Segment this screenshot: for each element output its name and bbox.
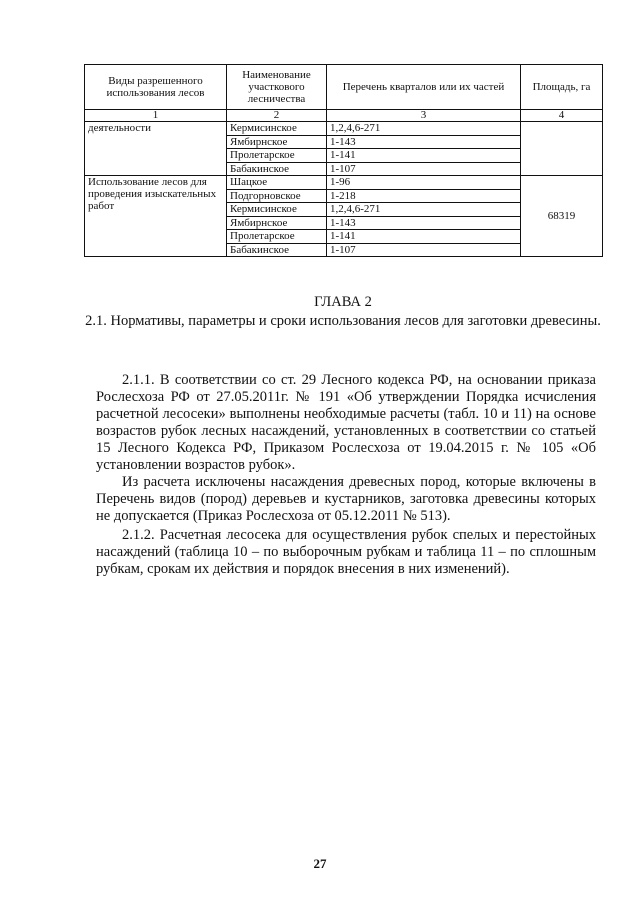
forestry-cell: Подгорновское [227,189,327,203]
forestry-cell: Шацкое [227,176,327,190]
table-row [85,122,603,136]
paragraph-exclusions: Из расчета исключены насаждения древесных пород, которые включены в Перечень видов (пород) деревьев и кустарников, заготовка древесины которых не допускается (Приказ Рослесхоза от 05.12.2011 № 513). [96,474,596,524]
quarters-cell: 1-143 [327,135,521,149]
quarters-cell: 1-107 [327,243,521,257]
paragraph-2-1-2: 2.1.2. Расчетная лесосека для осуществления рубок спелых и перестойных насаждений (таблица 10 – по выборочным рубкам и таблица 11 – по сплошным рубкам, срокам их действия и порядок внесения в них изменений). [96,527,596,577]
quarters-cell: 1-143 [327,216,521,230]
header-area: Площадь, га [521,65,603,110]
table-row [85,176,603,190]
forestry-cell: Ямбирнское [227,135,327,149]
header-use-type: Виды разрешенного использования лесов [85,65,227,110]
forestry-cell: Ямбирнское [227,216,327,230]
chapter-title: ГЛАВА 2 [314,294,372,310]
use-type-cell: деятельности [85,122,227,176]
area-cell-empty [521,122,603,176]
header-forestry: Наименование участкового лесничества [227,65,327,110]
col-number: 2 [227,110,327,122]
quarters-cell: 1-218 [327,189,521,203]
quarters-cell: 1-96 [327,176,521,190]
column-number-row [85,110,603,122]
quarters-cell: 1-141 [327,230,521,244]
quarters-cell: 1,2,4,6-271 [327,122,521,136]
forestry-cell: Пролетарское [227,230,327,244]
area-cell: 68319 [521,176,603,257]
quarters-cell: 1,2,4,6-271 [327,203,521,217]
forestry-cell: Пролетарское [227,149,327,163]
col-number: 1 [85,110,227,122]
forest-use-table [84,64,603,257]
quarters-cell: 1-141 [327,149,521,163]
col-number: 3 [327,110,521,122]
forestry-cell: Кермисинское [227,203,327,217]
quarters-cell: 1-107 [327,162,521,176]
section-subtitle: 2.1. Нормативы, параметры и сроки использования лесов для заготовки древесины. [85,313,601,329]
table-header-row [85,65,603,110]
paragraph-2-1-1: 2.1.1. В соответствии со ст. 29 Лесного кодекса РФ, на основании приказа Рослесхоза РФ от 27.05.2011г. № 191 «Об утверждении Порядка исчисления расчетной лесосеки» выполнены необходимые расчеты (табл. 10 и 11) на основе возрастов рубок лесных насаждений, установленных в соответствии со статьей 15 Лесного Кодекса РФ, Приказом Рослесхоза от 19.04.2015 г. № 105 «Об установлении возрастов рубок». [96,372,596,473]
col-number: 4 [521,110,603,122]
forestry-cell: Бабакинское [227,162,327,176]
use-type-cell: Использование лесов для проведения изыскательных работ [85,176,227,257]
forestry-cell: Бабакинское [227,243,327,257]
page-number: 27 [313,856,327,871]
forestry-cell: Кермисинское [227,122,327,136]
header-quarters: Перечень кварталов или их частей [327,65,521,110]
